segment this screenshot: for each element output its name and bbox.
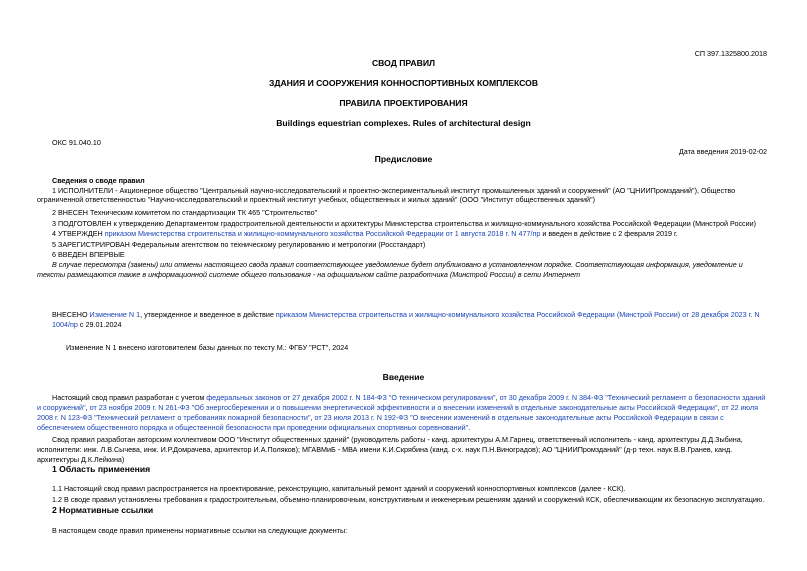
separator: . (468, 423, 471, 432)
intro-p2-line2: исполнители: инж. Л.В.Сычева, инж. И.Р.Домрачева, архитектор И.А.Поляков); МГАВМиБ - МВА имени К.И.Скрябина (канд. с-х. наук П.Н.Виноградов); АО "ЦНИИПромзданий" (д-р техн. наук В.В.Гранев, канд. (37, 445, 733, 454)
amendment-text-a: ВНЕСЕНО (52, 310, 90, 319)
law-384-link-cont[interactable]: и сооружений" (37, 403, 86, 412)
item1-line2: ограниченной ответственностью "Научно-исследовательский и проектный институт учебных, общественных и жилых зданий" (ООО "Институт общественных зданий") (37, 195, 595, 204)
revision-note-line2: тексты размещаются также в информационной системе общего пользования - на официальном сайте разработчика (Минстрой России) в сети Интернет (37, 270, 581, 279)
amendment-text-b: , утвержденное и введенное в действие (140, 310, 276, 319)
law-123-link[interactable]: от 22 июля (721, 403, 758, 412)
section2-p1: В настоящем своде правил применены нормативные ссылки на следующие документы: (52, 526, 348, 535)
order-2023-number-link[interactable]: 1004/пр (52, 320, 78, 329)
title-set-of-rules: СВОД ПРАВИЛ (371, 58, 436, 68)
amendment-1-link[interactable]: Изменение N 1 (89, 310, 141, 319)
item4 (52, 229, 678, 238)
amendment-note: Изменение N 1 внесено изготовителем базы данных по тексту М.: ФГБУ "РСТ", 2024 (66, 343, 349, 352)
item2: 2 ВНЕСЕН Техническим комитетом по стандартизации ТК 465 "Строительство" (52, 208, 318, 217)
introduction-heading: Введение (382, 372, 425, 382)
intro-p1-line2 (37, 403, 758, 412)
amendment-line1 (52, 310, 760, 319)
revision-note-line1: В случае пересмотра (замены) или отмены настоящего свода правил соответствующее уведомление будет опубликовано в установленном порядке. Соответствующая информация, уведомление и (52, 260, 743, 269)
item3: 3 ПОДГОТОВЛЕН к утверждению Департаментом градостроительной деятельности и архитектуры Министерства строительства и жилищно-коммунального хозяйства Российской Федерации (Минстрой России) (52, 219, 757, 228)
section1-p2: 1.2 В своде правил установлены требования к градостроительным, объемно-планировочным, конструктивным и инженерным решениям зданий и сооружений КСК, обеспечивающим их безопасную эксплуатацию. (52, 495, 765, 504)
preface-heading: Предисловие (374, 154, 433, 164)
order-2018-link[interactable]: приказом Министерства строительства и жилищно-коммунального хозяйства Российской Федерации от 1 августа 2018 г. N 477/пр (104, 229, 541, 238)
separator: , (717, 403, 722, 412)
law-384-link[interactable]: от 30 декабря 2009 г. N 384-ФЗ "Технический регламент о безопасности зданий (499, 393, 766, 402)
law-192-link[interactable]: от 23 июля 2013 г. N 192-ФЗ "О внесении изменений в отдельные законодательные акты Российской Федерации в связи с (314, 413, 724, 422)
separator: , (310, 413, 315, 422)
intro-text: Настоящий свод правил разработан с учетом (52, 393, 207, 402)
item5: 5 ЗАРЕГИСТРИРОВАН Федеральным агентством по техническому регулированию и метрологии (Росстандарт) (52, 240, 426, 249)
item4-text-b: и введен в действие с 2 февраля 2019 г. (540, 229, 678, 238)
title-subject: ЗДАНИЯ И СООРУЖЕНИЯ КОННОСПОРТИВНЫХ КОМПЛЕКСОВ (268, 78, 539, 88)
law-123-link-cont[interactable]: 2008 г. N 123-ФЗ "Технический регламент о требованиях пожарной безопасности" (37, 413, 311, 422)
separator: , (495, 393, 500, 402)
info-heading: Сведения о своде правил (52, 176, 145, 185)
intro-p2-line1: Свод правил разработан авторским коллективом ООО "Институт общественных зданий" (руководитель работы - канд. архитектуры А.М.Гарнец, ответственный исполнитель - канд. архитектуры Д.Д.Зыбина, (52, 435, 743, 444)
title-english: Buildings equestrian complexes. Rules of architectural design (276, 118, 531, 128)
item6: 6 ВВЕДЕН ВПЕРВЫЕ (52, 250, 125, 259)
document-code: СП 397.1325800.2018 (694, 49, 767, 58)
law-261-link[interactable]: от 23 ноября 2009 г. N 261-ФЗ "Об энергосбережении и о повышении энергетической эффективности и о внесении изменений в отдельные законодательные акты Российской Федерации" (89, 403, 718, 412)
separator: , (85, 403, 90, 412)
intro-p1-line4 (37, 423, 470, 432)
oks-code: ОКС 91.040.10 (52, 138, 101, 147)
amendment-line2 (52, 320, 121, 329)
title-design-rules: ПРАВИЛА ПРОЕКТИРОВАНИЯ (339, 98, 468, 108)
section1-p1: 1.1 Настоящий свод правил распространяется на проектирование, реконструкцию, капитальный ремонт зданий и сооружений конноспортивных комплексов (далее - КСК). (52, 484, 626, 493)
amendment-text-c: с 29.01.2024 (77, 320, 122, 329)
intro-p2-line3: архитектуры Д.К.Лейкина) (37, 455, 125, 464)
section1-heading: 1 Область применения (52, 464, 151, 474)
order-2023-link[interactable]: приказом Министерства строительства и жилищно-коммунального хозяйства Российской Федерации (Минстрой России) от 28 декабря 2023 г. N (275, 310, 760, 319)
section2-heading: 2 Нормативные ссылки (52, 505, 154, 515)
item4-text-a: 4 УТВЕРЖДЕН (52, 229, 105, 238)
law-192-link-cont[interactable]: обеспечением общественного порядка и общественной безопасности при проведении официальных спортивных соревнований" (37, 423, 469, 432)
law-184-link[interactable]: федеральных законов от 27 декабря 2002 г. N 184-ФЗ "О техническом регулировании" (206, 393, 496, 402)
intro-p1-line1 (52, 393, 765, 402)
intro-p1-line3 (37, 413, 724, 422)
item1-line1: 1 ИСПОЛНИТЕЛИ - Акционерное общество "Центральный научно-исследовательский и проектно-экспериментальный институт промышленных зданий и сооружений" (АО "ЦНИИПромзданий"), Общество (52, 186, 736, 195)
introduction-date: Дата введения 2019-02-02 (678, 147, 767, 156)
